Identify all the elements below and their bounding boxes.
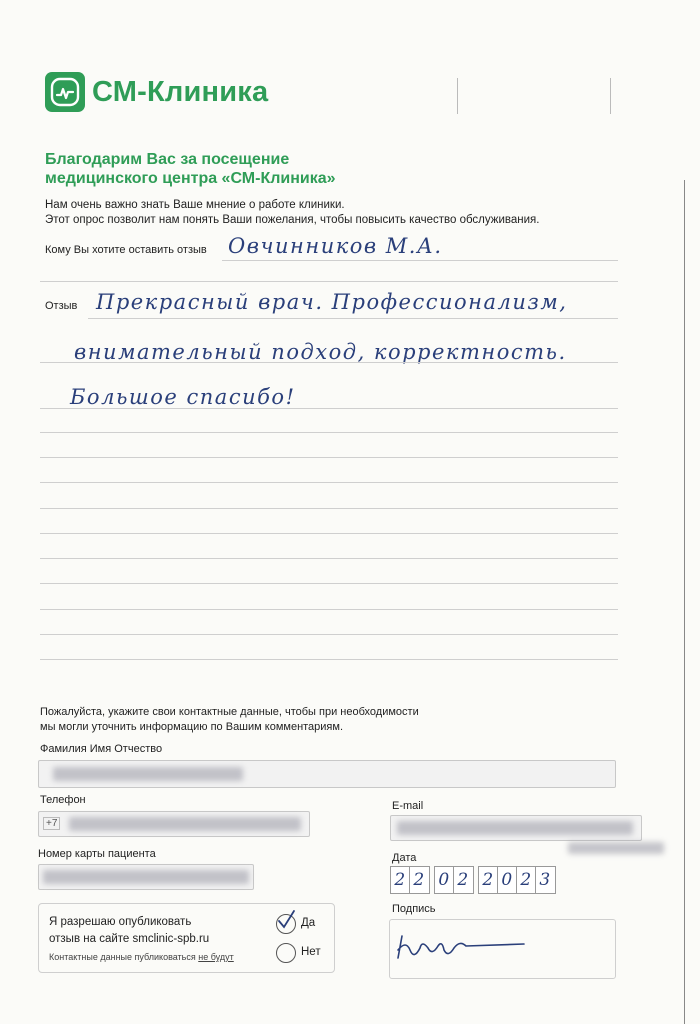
signature-scribble-icon <box>392 928 532 968</box>
redacted-value <box>69 817 301 831</box>
ruled-line <box>40 558 618 559</box>
email-label: E-mail <box>392 800 424 812</box>
date-box-2[interactable] <box>409 866 430 894</box>
corner-mark-right <box>596 78 611 114</box>
contacts-intro-line-2: мы могли уточнить информацию по Вашим комментариям. <box>40 721 344 733</box>
date-box-1[interactable] <box>390 866 411 894</box>
consent-no-label: Нет <box>301 946 321 958</box>
intro-text <box>45 198 539 228</box>
ruled-line <box>40 609 618 610</box>
full-name-label: Фамилия Имя Отчество <box>40 743 163 755</box>
ruled-line <box>40 508 618 509</box>
recipient-line <box>222 260 618 261</box>
date-box-3[interactable] <box>434 866 455 894</box>
consent-note-emphasis: не будут <box>198 952 234 962</box>
corner-mark-left <box>457 78 472 114</box>
signature-label: Подпись <box>392 903 436 915</box>
date-digit: 2 <box>413 870 426 890</box>
date-box-5[interactable] <box>478 866 499 894</box>
check-mark-icon <box>275 909 297 931</box>
ruled-line <box>40 362 618 363</box>
redacted-value <box>53 767 243 781</box>
signature-box[interactable] <box>389 919 616 979</box>
phone-label: Телефон <box>40 794 86 806</box>
ruled-line <box>40 583 618 584</box>
card-number-field[interactable] <box>38 864 254 890</box>
redacted-value <box>568 842 664 854</box>
phone-prefix: +7 <box>43 817 60 830</box>
redacted-value <box>397 821 633 835</box>
ruled-line <box>88 318 618 319</box>
date-box-8[interactable] <box>535 866 556 894</box>
recipient-value[interactable]: Овчинников М.А. <box>228 234 443 258</box>
consent-line-1: Я разрешаю опубликовать <box>49 916 192 928</box>
intro-line-2: Этот опрос позволит нам понять Ваши пожелания, чтобы повысить качество обслуживания. <box>45 214 540 226</box>
date-digit: 0 <box>501 870 514 890</box>
date-digit: 3 <box>539 870 552 890</box>
date-digit: 2 <box>482 870 495 890</box>
date-digit: 2 <box>457 870 470 890</box>
review-line-1[interactable]: Прекрасный врач. Профессионализм, <box>96 290 568 314</box>
page-edge <box>684 180 685 1024</box>
consent-yes-label: Да <box>301 917 316 929</box>
consent-note-prefix: Контактные данные публиковаться <box>49 952 199 962</box>
ruled-line <box>40 281 618 282</box>
consent-note <box>49 952 234 962</box>
date-box-4[interactable] <box>453 866 474 894</box>
date-box-6[interactable] <box>497 866 518 894</box>
consent-no-radio[interactable] <box>276 943 296 963</box>
ruled-line <box>40 457 618 458</box>
date-digit: 2 <box>520 870 533 890</box>
ruled-line <box>40 408 618 409</box>
page-heading <box>45 150 336 188</box>
ruled-line <box>40 482 618 483</box>
ruled-line <box>40 533 618 534</box>
phone-field[interactable] <box>38 811 310 837</box>
heading-line-1: Благодарим Вас за посещение <box>45 151 290 168</box>
contacts-intro-line-1: Пожалуйста, укажите свои контактные данные, чтобы при необходимости <box>40 706 419 718</box>
review-line-2[interactable]: внимательный подход, корректность. <box>74 340 567 364</box>
email-field[interactable] <box>390 815 642 841</box>
full-name-field[interactable] <box>38 760 616 788</box>
consent-yes-radio[interactable] <box>276 914 296 934</box>
contacts-intro <box>40 705 419 735</box>
intro-line-1: Нам очень важно знать Ваше мнение о работе клиники. <box>45 199 345 211</box>
ruled-line <box>40 634 618 635</box>
date-box-7[interactable] <box>516 866 537 894</box>
redacted-value <box>43 870 249 884</box>
heading-line-2: медицинского центра «СМ-Клиника» <box>45 170 336 187</box>
date-digit: 0 <box>438 870 451 890</box>
consent-line-2: отзыв на сайте smclinic-spb.ru <box>49 933 210 945</box>
ruled-line <box>40 659 618 660</box>
brand-name: СМ-Клиника <box>92 76 269 108</box>
brand-logo-icon <box>45 72 85 112</box>
publish-consent-box <box>38 903 335 973</box>
date-digit: 2 <box>394 870 407 890</box>
date-label: Дата <box>392 852 417 864</box>
review-label: Отзыв <box>45 300 78 312</box>
card-label: Номер карты пациента <box>38 848 156 860</box>
recipient-label: Кому Вы хотите оставить отзыв <box>45 244 207 256</box>
review-line-3[interactable]: Большое спасибо! <box>70 385 296 409</box>
ruled-line <box>40 432 618 433</box>
